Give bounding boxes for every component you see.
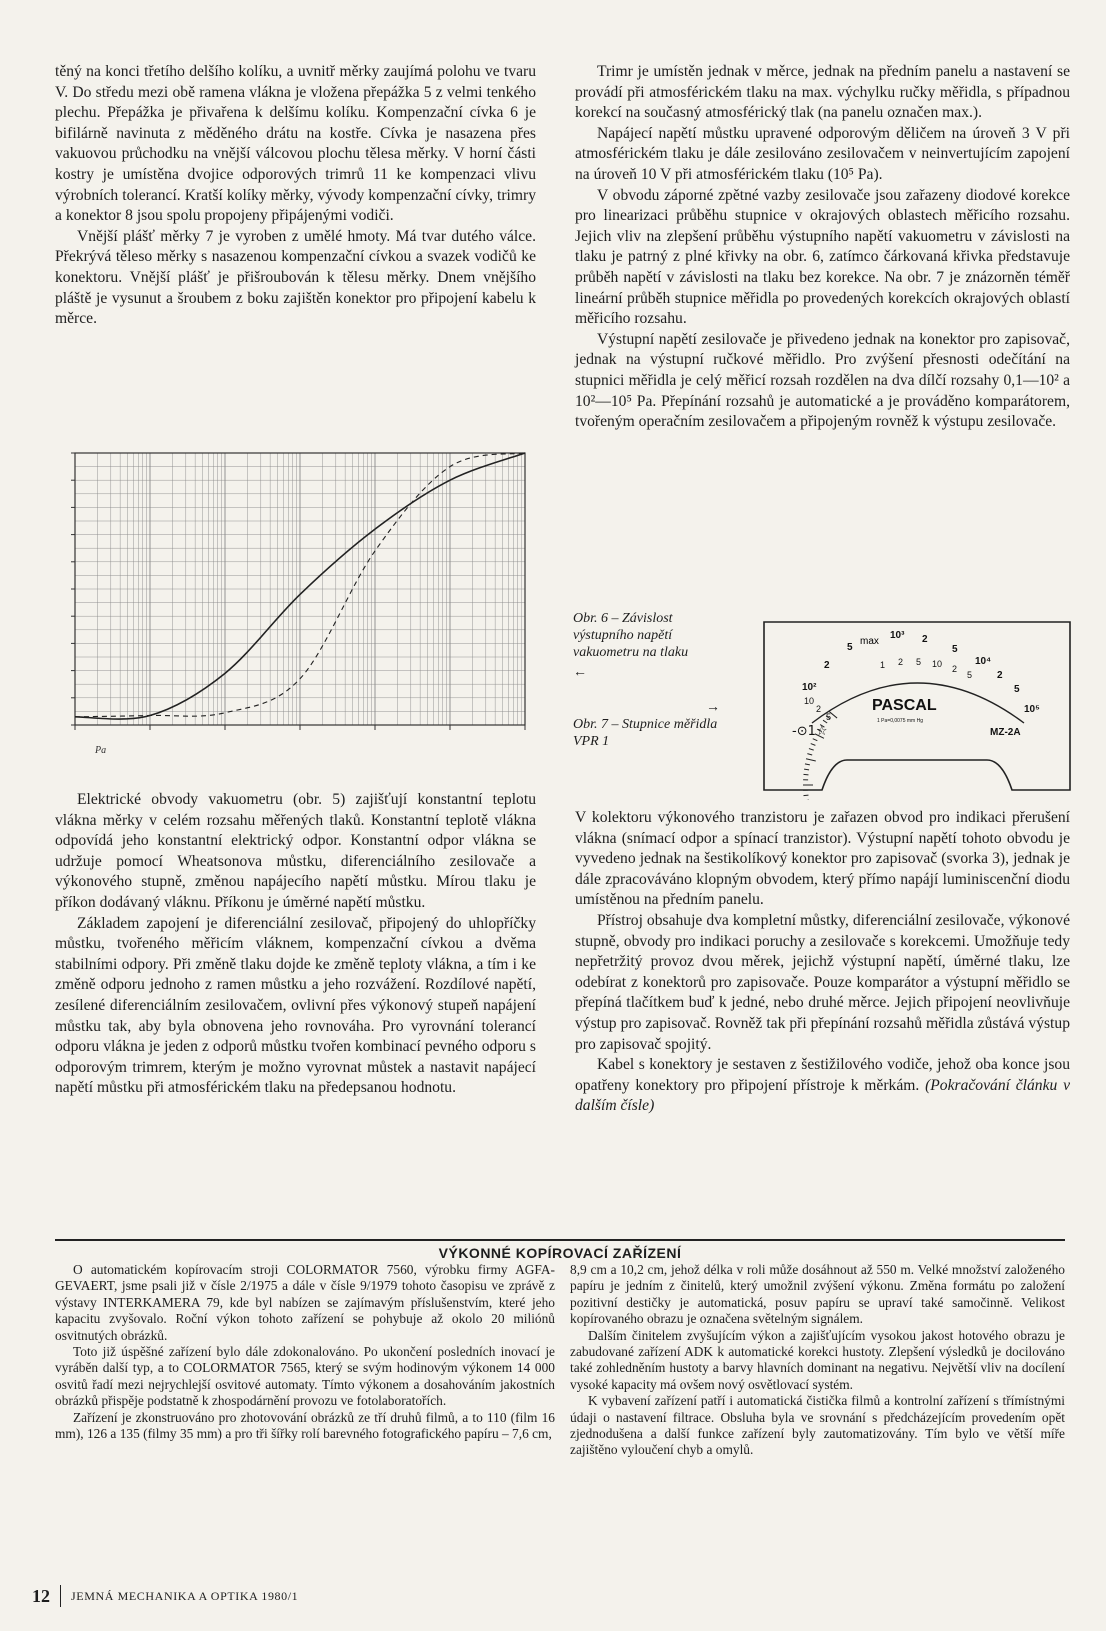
article-title: VÝKONNÉ KOPÍROVACÍ ZAŘÍZENÍ xyxy=(438,1245,682,1261)
paragraph-text: Kabel s konektory je sestaven z šestižilového vodiče, jehož oba konce jsou opatřeny konektory pro připojení přístroje k měrkám. xyxy=(575,1056,1070,1094)
scale-tick xyxy=(809,749,814,751)
footer-divider xyxy=(60,1585,61,1607)
scale-label: 10⁴ xyxy=(975,656,992,667)
figure-7-meter-scale xyxy=(762,620,1072,800)
unit-label: PASCAL xyxy=(872,697,937,714)
scale-label: 2 xyxy=(952,664,958,674)
scale-label: 1 xyxy=(880,660,886,670)
paragraph: Vnější plášť měrky 7 je vyroben z umělé hmoty. Má tvar dutého válce. Překrývá těleso měrky s nasazenou kompenzační cívkou a svazek vodičů ke konektoru. Vnější plášť je přišroubován k tělesu měrky. Dnem vnějšího pláště je vysunut a šroubem z boku zajištěn konektor pro připojení kabelu k měrce. xyxy=(55,227,536,328)
x-axis-label: Pa xyxy=(95,745,107,756)
scale-label: 5 xyxy=(916,657,922,667)
paragraph: V kolektoru výkonového tranzistoru je zařazen obvod pro indikaci přerušení vlákna (snímací odpor a spínací tranzistor). Výstupní napětí tohoto obvodu je vyvedeno jednak na šestikolíkový konektor pro zapisovač (svorka 3), jednak je dále zpracováváno klopným obvodem, který přímo napájí luminiscenční diodu umístěnou na předním panelu. xyxy=(575,809,1070,909)
magazine-name: JEMNÁ MECHANIKA A OPTIKA 1980/1 xyxy=(71,1588,299,1603)
paragraph: Výstupní napětí zesilovače je přivedeno jednak na konektor pro zapisovač, jednak na výstupní ručkové měřidlo. Pro zvýšení přesnosti odečítání na stupnici měřidla je celý měřicí rozsah rozdělen na dva dílčí rozsahy 0,1—10² a 10²—10⁵ Pa. Přepínání rozsahů je automatické a je prováděno komparátorem, tvořeným operačním zesilovačem a připojeným rovněž k výstupu zesilovače. xyxy=(575,330,1070,431)
scale-label: 5 xyxy=(1014,684,1020,695)
scale-label: 2 xyxy=(922,634,928,645)
meter-scale-svg xyxy=(762,620,1072,800)
scale-label: 2 xyxy=(824,660,830,671)
paragraph: Zařízení je zkonstruováno pro zhotovování obrázků ze tří druhů filmů, a to 110 (film 16 mm), 126 a 135 (filmy 35 mm) a pro tři šířky rolí barevného fotografického papíru – 7,6 cm, xyxy=(55,1409,555,1442)
left-column-top xyxy=(55,62,536,330)
scale-label: 10⁵ xyxy=(1024,704,1040,715)
scale-label: 2 xyxy=(816,704,822,714)
paragraph: Elektrické obvody vakuometru (obr. 5) zajišťují konstantní teplotu vlákna měrky v celém rozsahu měřených tlaků. Konstantní teplotě vlákna odpovídá jeho konstantní elektrický odpor. Konstantní odpor vlákna se udržuje pomocí Wheatsonova můstku, diferenciálního zesilovače a výkonového stupně, změnou napájecího napětí můstku. Mírou tlaku je příkon dodávaný vláknu. Příkonu je úměrné napětí můstku. xyxy=(55,791,536,911)
paragraph: Základem zapojení je diferenciální zesilovač, připojený do uhlopříčky můstku, tvořeného měřicím vláknem, kompenzační cívkou a dvěma stabilními odpory. Při změně tlaku dojde ke změně teploty vlákna, a tím i ke změně odporu jednoho z ramen můstku a jeho rozvážení. Rozdílové napětí, zesílené diferenciálním zesilovačem, ovlivní přes výkonový stupeň napájení můstku tak, aby byla obnovena jeho rovnováha. Pro vyrovnání tolerancí odporu vlákna je jeden z odporů můstku tvořen kombinací pevného odporu s odporovým trimrem, kterým je možno vyrovnat můstek a nastavit napájecí napětí můstku při atmosférickém tlaku na předepsanou hodnotu. xyxy=(55,914,536,1097)
right-column-top xyxy=(575,62,1070,433)
continuation-note: (Pokračování článku v dalším čísle) xyxy=(575,1076,1070,1115)
left-arrow-icon: ← xyxy=(573,665,587,680)
right-column-bottom xyxy=(575,808,1070,1117)
scale-label: 10 xyxy=(932,659,943,669)
scale-tick xyxy=(807,754,812,755)
left-column-bottom xyxy=(55,790,536,1099)
scale-label: 5 xyxy=(952,644,958,655)
scale-tick xyxy=(811,744,816,746)
article-left-column xyxy=(55,1262,555,1442)
paragraph: Napájecí napětí můstku upravené odporovým děličem na úroveň 3 V při atmosférickém tlaku je dále zesilováno zesilovačem v neinvertujícím zapojení na úroveň 10 V při atmosférickém tlaku (10⁵ Pa). xyxy=(575,124,1070,183)
paragraph: Přístroj obsahuje dva kompletní můstky, diferenciální zesilovače, výkonové stupně, obvody pro indikaci poruchy a zesilovače s korekcemi. Umožňuje tedy nepřetržitý provoz dvou měrek, jejichž výstupní napětí, úměrné tlaku, lze odebírat z konektorů pro zapisovače. Pouze komparátor a výstupní měřidlo se přepíná tlačítkem buď k jedné, nebo druhé měrce. Jejich připojení neovlivňuje výstup pro zapisovač. Rovněž tak při přepínání rozsahů měřidla zůstává výstup pro zapisovač spojitý. xyxy=(575,911,1070,1053)
paragraph: O automatickém kopírovacím stroji COLORMATOR 7560, výrobku firmy AGFA-GEVAERT, jsme psali již v čísle 2/1975 a dále v čísle 9/1979 tohoto časopisu ve zprávě z výstavy INTERKAMERA 79, kde byl nabízen se zajímavým příslušenstvím, které jeho kapacitu zvyšovalo. Roční výkon tohoto zařízení se pohybuje až okolo 20 miliónů osvitnutých obrázků. xyxy=(55,1262,555,1343)
scale-tick xyxy=(806,759,816,761)
scale-label: 10 xyxy=(804,696,815,706)
scale-label: 2 xyxy=(898,657,904,667)
paragraph: Toto již úspěšné zařízení bylo dále zdokonalováno. Po ukončení posledních inovací je vyráběn další typ, a to COLORMATOR 7565, který se svým hodinovým výkonem 14 000 osvitů řadí mezi nejrychlejší osvitové automaty. Tímto výkonem a dosahováním jakostních obrázků přispěje podstatně k zhospodárnění provozu ve fotolaboratořích. xyxy=(55,1344,555,1409)
model-label: MZ-2A xyxy=(990,727,1021,738)
page-number: 12 xyxy=(32,1585,50,1606)
right-arrow-icon: → xyxy=(706,700,720,715)
paragraph: Trimr je umístěn jednak v měrce, jednak na předním panelu a nastavení se provádí při atmosférickém tlaku na max. výchylku ručky měřidla, s případnou korekcí na současný atmosférický tlak (na panelu označen max.). xyxy=(575,63,1070,122)
paragraph: V obvodu záporné zpětné vazby zesilovače jsou zařazeny diodové korekce pro linearizaci průběhu stupnice v okrajových oblastech měřicího rozsahu. Jejich vliv na zlepšení průběhu výstupního napětí vakuometru v závislosti na tlaku je patrný z plné křivky na obr. 6, zatímco čárkovaná křivka představuje průběh napětí v závislosti na tlaku bez korekce. Na obr. 7 je znázorněn téměř lineární průběh stupnice měřidla po provedených korekcích okrajových oblastí měřicího rozsahu. xyxy=(575,186,1070,328)
scale-label: max xyxy=(860,636,879,647)
scale-tick xyxy=(805,764,810,765)
article-right-column xyxy=(570,1262,1065,1459)
paragraph xyxy=(575,1055,1070,1117)
scale-label: 2 xyxy=(997,670,1003,681)
paragraph: 8,9 cm a 10,2 cm, jehož délka v roli může dosáhnout až 550 m. Velké množství založeného papíru je jedním z činitelů, který umožnil zvýšení výkonu. Změna formátu po založení pozitivní destičky je automatická, posuv papíru se upraví také samočinně. Velikost kopírovaného obrazu je označena světelným signálem. xyxy=(570,1262,1065,1327)
scale-label: 5 xyxy=(967,670,973,680)
chart-svg xyxy=(50,445,550,785)
figure-6-caption: Obr. 6 – Závislost výstupního napětí vakuometru na tlaku xyxy=(573,611,689,660)
scale-label: 10³ xyxy=(890,630,905,641)
figure-7-caption: Obr. 7 – Stupnice měřidla VPR 1 xyxy=(573,717,718,749)
section-divider xyxy=(55,1239,1065,1241)
conversion-note: 1 Pa=0,0075 mm Hg xyxy=(877,718,923,724)
page-footer xyxy=(32,1585,298,1607)
paragraph: K vybavení zařízení patří i automatická čistička filmů a kontrolní zařízení s třímístnými údaji o nastavení filtrace. Obsluha byla ve srovnání s předcházejícím provedením opět zjednodušena a další funkce zařízení byly zautomatizovány. Tím bylo ve větší míře zajištěno vyloučení chyb a omylů. xyxy=(570,1393,1065,1458)
scale-tick xyxy=(804,769,809,770)
scale-label: 10² xyxy=(802,682,817,693)
class-symbols: -⊙1☆ xyxy=(792,724,828,739)
paragraph: těný na konci třetího delšího kolíku, a uvnitř měrky zaujímá polohu ve tvaru V. Do středu mezi obě ramena vlákna je vložena přepážka 5 z velmi tenkého plechu. Přepážka je přivařena k delšímu kolíku. Kompenzační cívka 6 je bifilárně navinuta z měděného drátu na kostře. Cívka je nasazena přes vakuovou průchodku na vnější válcovou plochu tělesa měrky. V horní části kostry je umístěna dvojice odporových trimrů 11 ke kompenzaci vlivu výrobních tolerancí. Kratší kolíky měrky, vývody kompenzační cívky, trimry a konektor 8 jsou spolu propojeny připájenými vodiči. xyxy=(55,63,536,225)
figure-6-chart xyxy=(50,445,550,785)
paragraph: Dalším činitelem zvyšujícím výkon a zajišťujícím vysokou jakost hotového obrazu je zabudované zařízení ADK k automatické korekci hustoty. Zlepšení výsledků je docilováno také zohledněním hustoty a barvy hlavních dominant na negativu. Největší vliv na docílení vysoké kapacity má ovšem nový osvětlovací systém. xyxy=(570,1327,1065,1392)
scale-label: 5 xyxy=(847,642,853,653)
scale-label: 5 xyxy=(826,712,832,722)
